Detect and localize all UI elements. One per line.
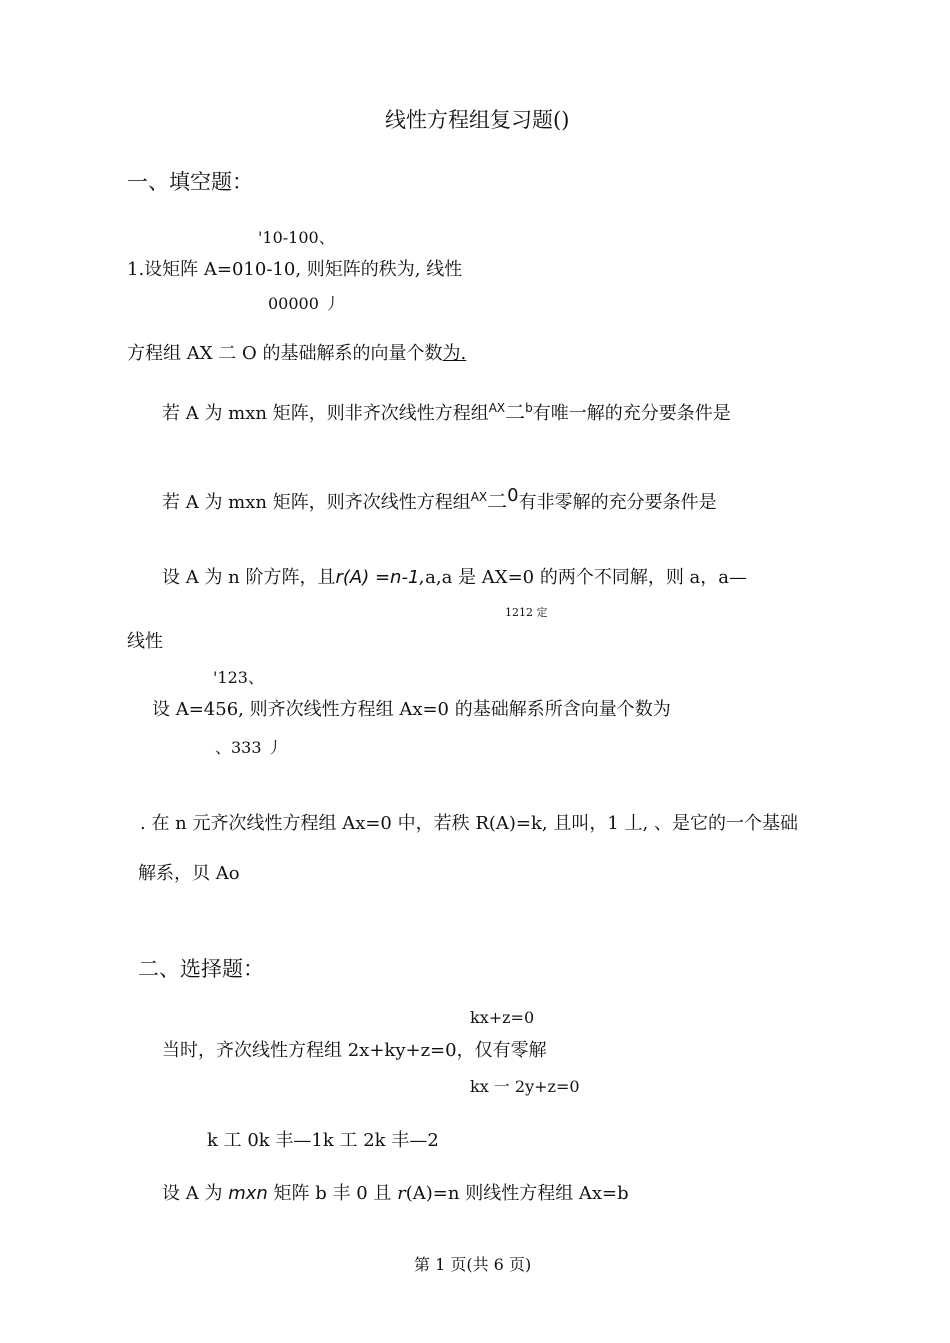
mc1-system-row1: kx+z=0 (470, 1008, 535, 1027)
q2-b: b (525, 401, 533, 415)
q4-next-line: 线性 (127, 631, 163, 652)
document-title: 线性方程组复习题() (385, 108, 570, 132)
q4-prefix: 设 A 为 n 阶方阵，且 (162, 567, 336, 588)
q3-zero: 0 (507, 485, 519, 506)
q6-text-line2: 解系，贝 Ao (138, 863, 240, 884)
q2-eq: 二 (505, 400, 526, 424)
q3-text (162, 485, 717, 514)
q5-text: 设 A=456, 则齐次线性方程组 Ax=0 的基础解系所含向量个数为 (152, 699, 671, 720)
mc2-text (162, 1183, 629, 1205)
section-heading-multiple-choice: 二、选择题： (138, 957, 264, 981)
q3-ax: AX (470, 490, 488, 504)
section-heading-fill-in: 一、填空题： (127, 170, 253, 194)
q1-text: 1.设矩阵 A=010-10, 则矩阵的秩为, 线性 (127, 259, 463, 280)
q1-matrix-row3: 00000 丿 (268, 294, 340, 313)
mc2-mid: 矩阵 b 丰 0 且 (273, 1183, 392, 1204)
q4-subscripts (505, 601, 548, 620)
q4-text (162, 567, 747, 589)
q3-suffix: 有非零解的充分要条件是 (518, 492, 717, 513)
q6-text: . 在 n 元齐次线性方程组 Ax=0 中，若秩 R(A)=k, 且叫，1 丄, 、是它的一个基础 (140, 813, 798, 834)
q2-text (162, 400, 731, 425)
q3-eq: 二 (487, 489, 508, 513)
mc1-text: 当时，齐次线性方程组 2x+ky+z=0，仅有零解 (162, 1040, 547, 1061)
mc1-system-row3: kx 一 2y+z=0 (470, 1077, 580, 1096)
q4-sub-line: 1212 定 (505, 606, 548, 619)
q4-rank: r(A) =n-1, (335, 567, 426, 588)
q1-blank: 为. (442, 343, 467, 364)
mc1-options: k 工 0k 丰—1k 工 2k 丰—2 (207, 1130, 439, 1151)
q1-continuation (127, 343, 466, 365)
q1-matrix-row1: '10-100、 (258, 228, 335, 247)
q1-continuation-text: 方程组 AX 二 O 的基础解系的向量个数 (127, 343, 443, 364)
q4-suffix: a,a 是 AX=0 的两个不同解，则 a，a— (425, 567, 748, 588)
mc2-suffix: (A)=n 则线性方程组 Ax=b (405, 1183, 629, 1204)
mc2-rank: r (397, 1183, 406, 1204)
page-footer: 第 1 页(共 6 页) (414, 1255, 532, 1274)
mc2-mxn: mxn (228, 1183, 268, 1204)
q5-matrix-row3: 、333 丿 (215, 738, 283, 757)
mc2-prefix: 设 A 为 (162, 1183, 223, 1204)
q2-ax: AX (488, 401, 506, 415)
q5-matrix-row1: '123、 (213, 668, 264, 687)
q2-prefix: 若 A 为 mxn 矩阵，则非齐次线性方程组 (162, 403, 489, 424)
q2-suffix: 有唯一解的充分要条件是 (532, 403, 731, 424)
q3-prefix: 若 A 为 mxn 矩阵，则齐次线性方程组 (162, 492, 471, 513)
